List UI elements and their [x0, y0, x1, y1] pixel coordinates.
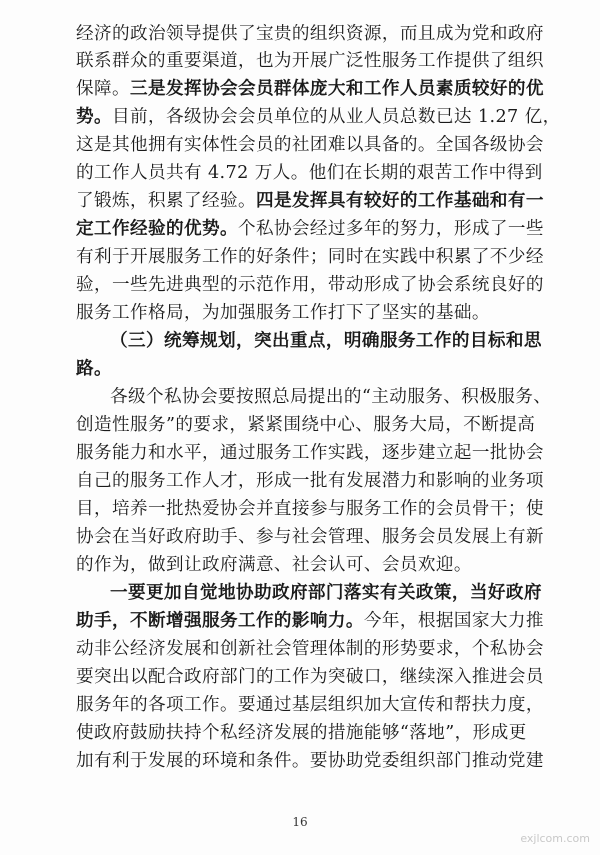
text-line — [76, 103, 561, 131]
text-line — [76, 467, 544, 495]
bold-text-run: 四是发挥具有较好的工作基础和有一 — [255, 190, 544, 211]
text-run: 了锻炼，积累了经验。 — [76, 191, 256, 211]
text-run: 服务年的各项工作。要通过基层组织加大宣传和帮扶力度， — [76, 695, 544, 715]
bold-text-run: 三是发挥协会会员群体庞大和工作人员素质较好的优 — [129, 78, 544, 99]
text-run: 的工作人员共有 4.72 万人。他们在长期的艰苦工作中得到 — [76, 163, 543, 183]
text-run: 加有利于发展的环境和条件。要协助党委组织部门推动党建 — [76, 751, 544, 771]
text-line — [76, 439, 544, 467]
text-run: 验，一些先进典型的示范作用，带动形成了协会系统良好的 — [76, 275, 544, 295]
text-line — [76, 47, 544, 75]
bold-text-run: 助手，不断增强服务工作的影响力。 — [76, 610, 364, 631]
text-line — [76, 271, 544, 299]
text-line — [110, 579, 542, 607]
text-run: 今年，根据国家大力推 — [363, 611, 544, 631]
text-run: 经济的政治领导提供了宝贵的组织资源，而且成为党和政府 — [76, 24, 544, 44]
text-run: 动非公经济发展和创新社会管理体制的形势要求，个私协会 — [76, 639, 544, 659]
watermark: exjlcom.com — [520, 832, 590, 845]
bold-text-run: （三）统筹规划，突出重点，明确服务工作的目标和思 — [110, 330, 542, 351]
bold-text-run: 路。 — [76, 358, 112, 379]
text-line — [76, 663, 544, 691]
text-run: 自己的服务工作人才，形成一批有发展潜力和影响的业务项 — [76, 471, 544, 491]
text-run: 个私协会经过多年的努力，形成了一些 — [237, 219, 544, 239]
text-line — [76, 131, 544, 159]
text-line — [76, 243, 544, 271]
bold-text-run: 势。 — [76, 106, 112, 127]
text-line — [76, 747, 544, 775]
text-run: 有利于开展服务工作的好条件；同时在实践中积累了不少经 — [76, 247, 544, 267]
text-line — [76, 355, 524, 383]
text-line — [76, 635, 544, 663]
text-run: 的作为，做到让政府满意、社会认可、会员欢迎。 — [76, 555, 472, 575]
text-run: 协会在当好政府助手、参与社会管理、服务会员发展上有新 — [76, 527, 544, 547]
text-line — [76, 495, 544, 523]
bold-text-run: 定工作经验的优势。 — [76, 218, 238, 239]
text-run: 要突出以配合政府部门的工作为突破口，继续深入推进会员 — [76, 667, 544, 687]
text-run: 服务能力和水平，通过服务工作实践，逐步建立起一批协会 — [76, 443, 544, 463]
text-line — [110, 383, 552, 411]
text-run: 创造性服务”的要求，紧紧围绕中心、服务大局，不断提高 — [76, 415, 536, 435]
text-line — [76, 411, 536, 439]
text-line — [76, 523, 544, 551]
text-line — [76, 607, 544, 635]
text-line — [76, 159, 543, 187]
text-run: 联系群众的重要渠道，也为开展广泛性服务工作提供了组织 — [76, 51, 544, 71]
text-line — [76, 551, 524, 579]
bold-text-run: 一要更加自觉地协助政府部门落实有关政策，当好政府 — [110, 582, 542, 603]
text-run: 各级个私协会要按照总局提出的“主动服务、积极服务、 — [110, 387, 552, 407]
page-number: 16 — [292, 815, 308, 829]
text-line — [76, 20, 544, 48]
text-run: 目前，各级协会会员单位的从业人员总数已达 1.27 亿， — [112, 107, 561, 127]
text-line — [76, 75, 544, 103]
text-line — [76, 187, 544, 215]
text-line — [76, 691, 544, 719]
text-line — [110, 327, 542, 355]
text-line — [76, 719, 527, 747]
text-line — [76, 299, 524, 327]
text-line — [76, 215, 544, 243]
text-run: 服务工作格局，为加强服务工作打下了坚实的基础。 — [76, 303, 490, 323]
text-run: 保障。 — [76, 79, 130, 99]
text-run: 目，培养一批热爱协会并直接参与服务工作的会员骨干；使 — [76, 499, 544, 519]
text-run: 使政府鼓励扶持个私经济发展的措施能够“落地”，形成更 — [76, 723, 527, 743]
text-run: 这是其他拥有实体性会员的社团难以具备的。全国各级协会 — [76, 135, 544, 155]
